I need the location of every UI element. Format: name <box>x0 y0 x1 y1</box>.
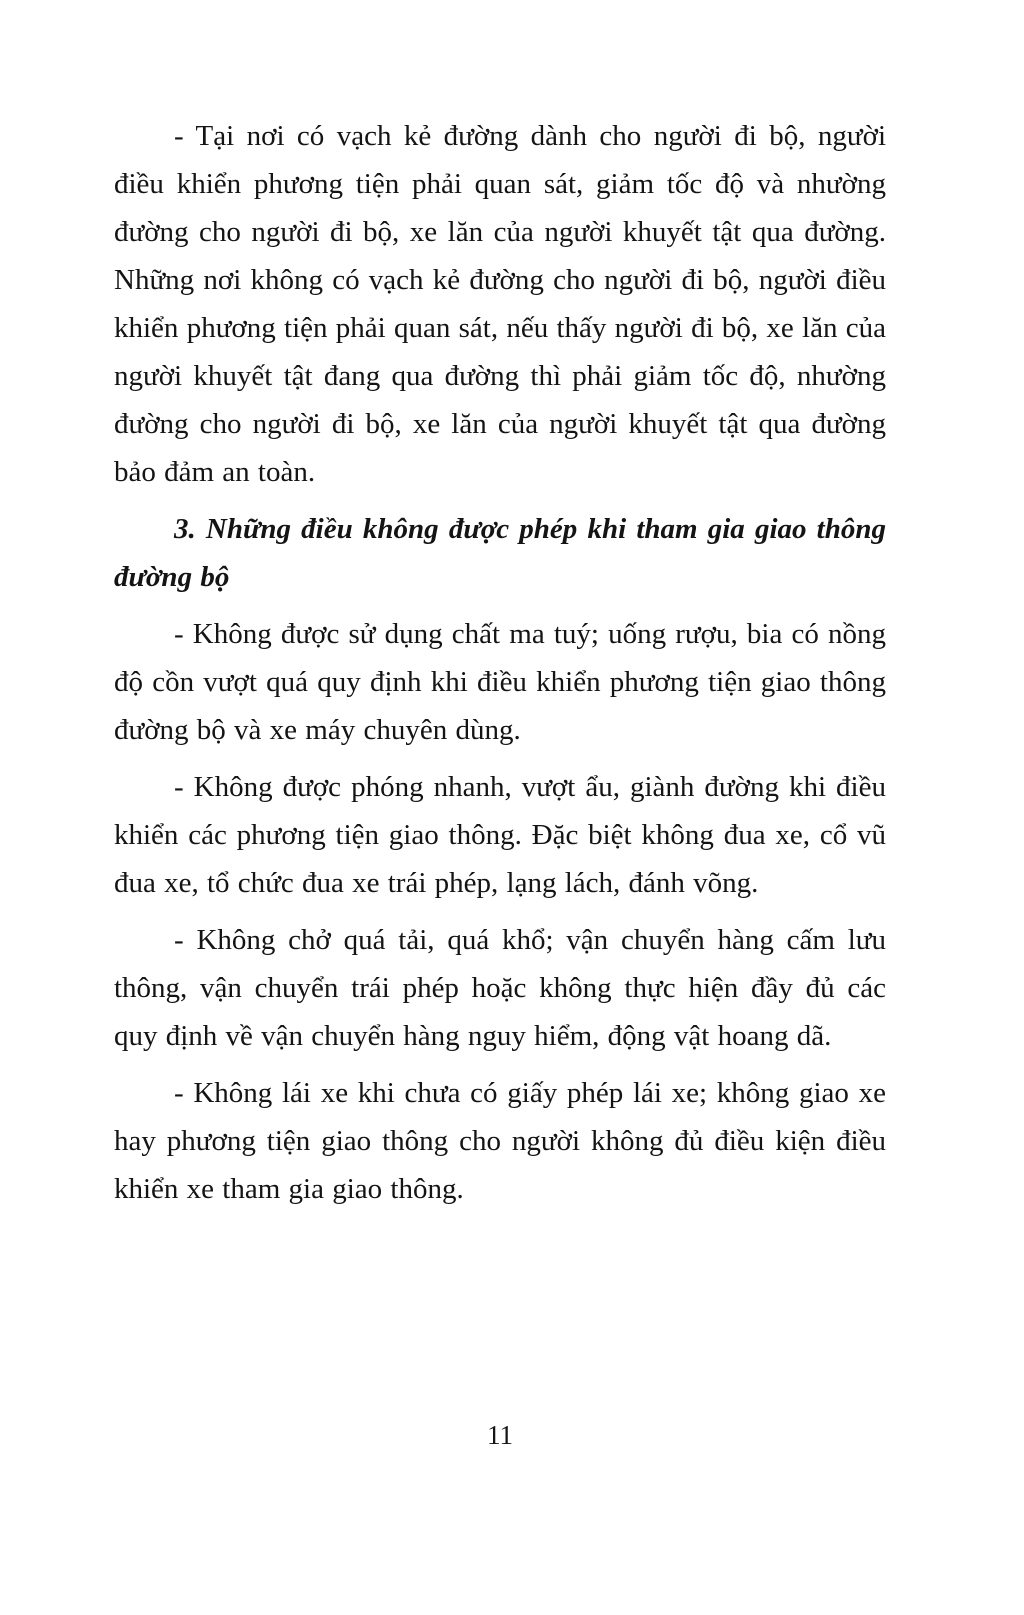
paragraph-no-drugs-alcohol: - Không được sử dụng chất ma tuý; uống rượu, bia có nồng độ cồn vượt quá quy định khi điều khiển phương tiện giao thông đường bộ và xe máy chuyên dùng. <box>114 618 886 746</box>
paragraph-no-overloading: - Không chở quá tải, quá khổ; vận chuyển hàng cấm lưu thông, vận chuyển trái phép hoặc không thực hiện đầy đủ các quy định về vận chuyển hàng nguy hiểm, động vật hoang dã. <box>114 924 886 1052</box>
paragraph-pedestrian-crossing-rule: - Tại nơi có vạch kẻ đường dành cho người đi bộ, người điều khiển phương tiện phải quan sát, giảm tốc độ và nhường đường cho người đi bộ, xe lăn của người khuyết tật qua đường. Những nơi không có vạch kẻ đường cho người đi bộ, người điều khiển phương tiện phải quan sát, nếu thấy người đi bộ, xe lăn của người khuyết tật đang qua đường thì phải giảm tốc độ, nhường đường cho người đi bộ, xe lăn của người khuyết tật qua đường bảo đảm an toàn. <box>114 120 886 488</box>
paragraph-no-driving-without-license: - Không lái xe khi chưa có giấy phép lái xe; không giao xe hay phương tiện giao thông cho người không đủ điều kiện điều khiển xe tham gia giao thông. <box>114 1077 886 1205</box>
section-heading-prohibited-actions: 3. Những điều không được phép khi tham gia giao thông đường bộ <box>114 513 886 593</box>
page-number: 11 <box>487 1420 513 1450</box>
paragraph-no-speeding-racing: - Không được phóng nhanh, vượt ẩu, giành đường khi điều khiển các phương tiện giao thông. Đặc biệt không đua xe, cổ vũ đua xe, tổ chức đua xe trái phép, lạng lách, đánh võng. <box>114 771 886 899</box>
page-body <box>114 112 886 1222</box>
